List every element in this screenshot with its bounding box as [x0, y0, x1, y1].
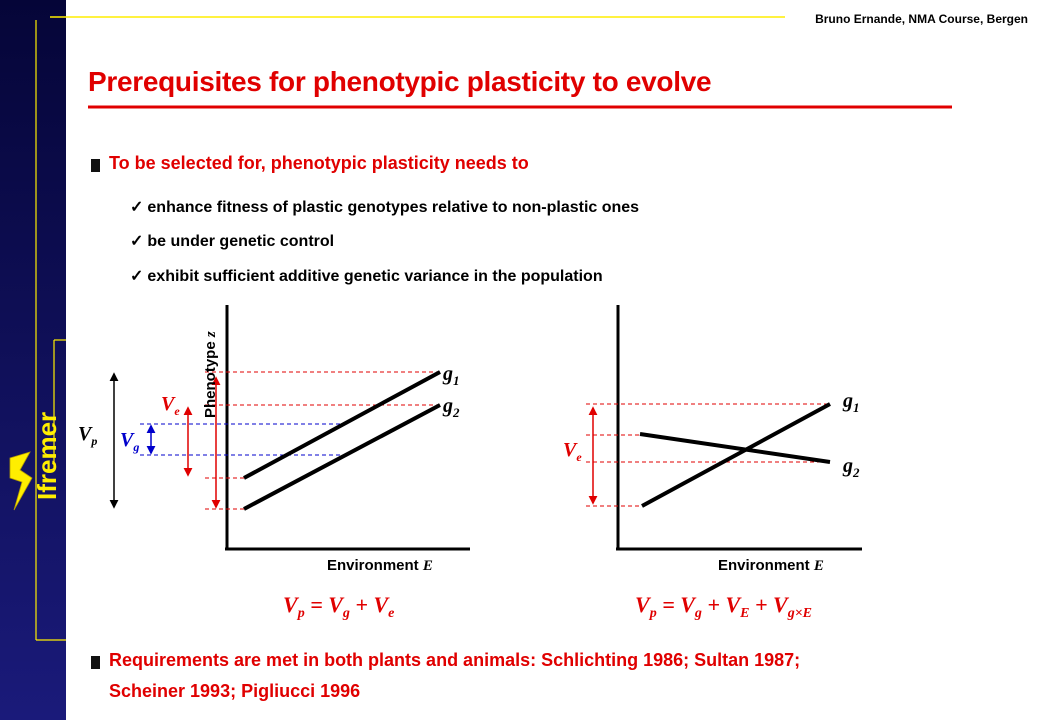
g2-line: [244, 405, 440, 509]
check-item: ✓ be under genetic control: [130, 233, 335, 250]
slide-title: Prerequisites for phenotypic plasticity to evolve: [88, 66, 712, 97]
bullet-text-2a: Requirements are met in both plants and animals: Schlichting 1986; Sultan 1987;: [109, 650, 801, 670]
x-axis-label: Environment E: [327, 557, 433, 574]
header-credit: Bruno Ernande, NMA Course, Bergen: [815, 12, 1028, 26]
left-equation: $V_p = V_g + V_e$: [283, 592, 395, 621]
bullet-square-icon: [91, 656, 100, 669]
checkmark-icon: ✓: [130, 233, 144, 250]
ve-label: $V_e$: [161, 393, 180, 418]
g1-line: [642, 404, 830, 506]
g2-label: $g_2$: [843, 455, 860, 480]
checkmark-icon: ✓: [130, 199, 144, 216]
g1-label: $g_1$: [443, 363, 460, 388]
ifremer-logo-text: Ifremer: [32, 411, 62, 500]
right-diagram: [563, 305, 862, 621]
g2-label: $g_2$: [443, 395, 460, 420]
vp-label: $V_p$: [78, 423, 98, 448]
g1-label: $g_1$: [843, 390, 860, 415]
x-axis-label: Environment E: [718, 557, 824, 574]
bullet-text-2b: Scheiner 1993; Pigliucci 1996: [109, 681, 361, 701]
y-axis-label: Phenotype z: [202, 331, 219, 418]
right-equation: $V_p = V_g + V_E + V_{g\times E}$: [635, 592, 813, 621]
bullet-text-1: To be selected for, phenotypic plasticity needs to: [109, 153, 529, 173]
left-diagram: [78, 305, 470, 621]
g1-line: [244, 372, 440, 478]
vg-label: $V_g$: [120, 429, 140, 454]
check-item: ✓ enhance fitness of plastic genotypes relative to non-plastic ones: [130, 199, 640, 216]
check-item: ✓ exhibit sufficient additive genetic variance in the population: [130, 268, 603, 285]
checkmark-icon: ✓: [130, 268, 144, 285]
ve-label: $V_e$: [563, 439, 582, 464]
